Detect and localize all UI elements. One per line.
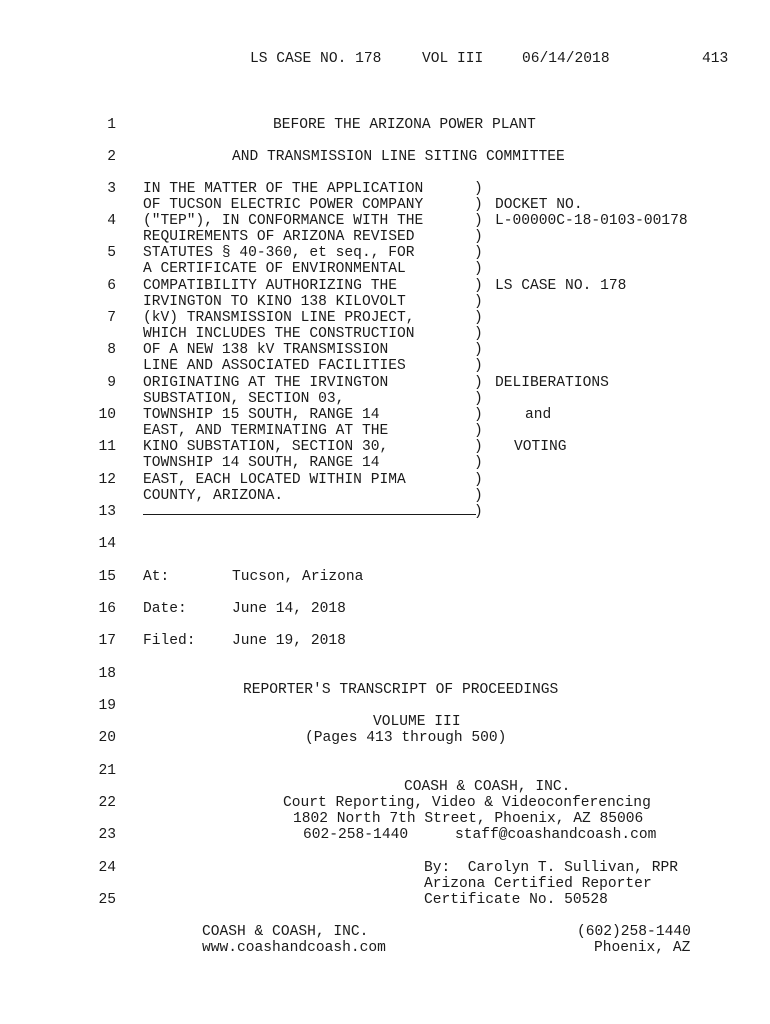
line-number: 16 xyxy=(98,601,116,617)
filed-value: June 19, 2018 xyxy=(232,633,346,649)
line-number: 13 xyxy=(98,504,116,520)
date-label: Date: xyxy=(143,601,187,617)
caption-line: TOWNSHIP 15 SOUTH, RANGE 14 xyxy=(143,407,380,423)
line-number: 22 xyxy=(98,795,116,811)
line-number: 11 xyxy=(98,439,116,455)
transcript-pages: (Pages 413 through 500) xyxy=(305,730,507,746)
proceeding-conjunction: and xyxy=(525,407,552,423)
firm-email: staff@coashandcoash.com xyxy=(455,827,657,843)
date-value: June 14, 2018 xyxy=(232,601,346,617)
caption-paren: ) xyxy=(474,245,483,261)
footer-phone: (602)258-1440 xyxy=(577,924,691,940)
line-number: 23 xyxy=(98,827,116,843)
line-number: 10 xyxy=(98,407,116,423)
caption-line: COUNTY, ARIZONA. xyxy=(143,488,284,504)
caption-paren: ) xyxy=(474,278,483,294)
caption-line: OF A NEW 138 kV TRANSMISSION xyxy=(143,342,389,358)
line-number: 8 xyxy=(107,342,116,358)
header-date: 06/14/2018 xyxy=(522,51,610,67)
header-volume: VOL III xyxy=(422,51,484,67)
caption-paren: ) xyxy=(474,407,483,423)
caption-line: EAST, EACH LOCATED WITHIN PIMA xyxy=(143,472,406,488)
line-number: 15 xyxy=(98,569,116,585)
caption-paren: ) xyxy=(474,391,483,407)
caption-line: A CERTIFICATE OF ENVIRONMENTAL xyxy=(143,261,406,277)
caption-paren: ) xyxy=(474,375,483,391)
at-label: At: xyxy=(143,569,170,585)
caption-line: IRVINGTON TO KINO 138 KILOVOLT xyxy=(143,294,406,310)
line-number: 25 xyxy=(98,892,116,908)
header-page-number: 413 xyxy=(702,51,729,67)
caption-line: ("TEP"), IN CONFORMANCE WITH THE xyxy=(143,213,424,229)
caption-paren: ) xyxy=(474,358,483,374)
caption-paren: ) xyxy=(474,213,483,229)
line-number: 18 xyxy=(98,666,116,682)
caption-paren: ) xyxy=(474,294,483,310)
caption-line: REQUIREMENTS OF ARIZONA REVISED xyxy=(143,229,415,245)
committee-title-line-2: AND TRANSMISSION LINE SITING COMMITTEE xyxy=(232,149,565,165)
caption-paren: ) xyxy=(474,455,483,471)
caption-paren: ) xyxy=(474,197,483,213)
firm-phone: 602-258-1440 xyxy=(303,827,409,843)
caption-paren: ) xyxy=(474,439,483,455)
line-number: 12 xyxy=(98,472,116,488)
line-number: 6 xyxy=(107,278,116,294)
line-number: 4 xyxy=(107,213,116,229)
caption-paren: ) xyxy=(474,488,483,504)
line-number: 3 xyxy=(107,181,116,197)
caption-line: SUBSTATION, SECTION 03, xyxy=(143,391,345,407)
footer-website: www.coashandcoash.com xyxy=(202,940,386,956)
footer-company: COASH & COASH, INC. xyxy=(202,924,369,940)
line-number: 2 xyxy=(107,149,116,165)
caption-paren: ) xyxy=(474,504,483,520)
line-number: 5 xyxy=(107,245,116,261)
line-number: 19 xyxy=(98,698,116,714)
caption-line: STATUTES § 40-360, et seq., FOR xyxy=(143,245,415,261)
line-number: 17 xyxy=(98,633,116,649)
line-number: 21 xyxy=(98,763,116,779)
committee-title-line-1: BEFORE THE ARIZONA POWER PLANT xyxy=(273,117,536,133)
caption-paren: ) xyxy=(474,229,483,245)
docket-label: DOCKET NO. xyxy=(495,197,583,213)
line-number: 7 xyxy=(107,310,116,326)
ls-case-number: LS CASE NO. 178 xyxy=(495,278,627,294)
caption-paren: ) xyxy=(474,261,483,277)
line-number: 1 xyxy=(107,117,116,133)
caption-line: OF TUCSON ELECTRIC POWER COMPANY xyxy=(143,197,424,213)
footer-city: Phoenix, AZ xyxy=(594,940,691,956)
line-number: 20 xyxy=(98,730,116,746)
caption-paren: ) xyxy=(474,472,483,488)
proceeding-voting: VOTING xyxy=(514,439,567,455)
line-number: 24 xyxy=(98,860,116,876)
line-number: 14 xyxy=(98,536,116,552)
caption-underline xyxy=(143,514,476,515)
caption-paren: ) xyxy=(474,423,483,439)
line-number: 9 xyxy=(107,375,116,391)
firm-address: 1802 North 7th Street, Phoenix, AZ 85006 xyxy=(293,811,644,827)
caption-line: LINE AND ASSOCIATED FACILITIES xyxy=(143,358,406,374)
reporter-name: By: Carolyn T. Sullivan, RPR xyxy=(424,860,678,876)
caption-line: (kV) TRANSMISSION LINE PROJECT, xyxy=(143,310,415,326)
reporter-title: Arizona Certified Reporter xyxy=(424,876,652,892)
at-value: Tucson, Arizona xyxy=(232,569,364,585)
firm-services: Court Reporting, Video & Videoconferencing xyxy=(283,795,651,811)
caption-paren: ) xyxy=(474,181,483,197)
firm-name: COASH & COASH, INC. xyxy=(404,779,571,795)
caption-paren: ) xyxy=(474,326,483,342)
reporter-certificate: Certificate No. 50528 xyxy=(424,892,608,908)
caption-line: EAST, AND TERMINATING AT THE xyxy=(143,423,389,439)
caption-line: TOWNSHIP 14 SOUTH, RANGE 14 xyxy=(143,455,380,471)
docket-number: L-00000C-18-0103-00178 xyxy=(495,213,688,229)
header-case: LS CASE NO. 178 xyxy=(250,51,382,67)
transcript-volume: VOLUME III xyxy=(373,714,461,730)
caption-line: COMPATIBILITY AUTHORIZING THE xyxy=(143,278,397,294)
caption-line: IN THE MATTER OF THE APPLICATION xyxy=(143,181,424,197)
caption-line: ORIGINATING AT THE IRVINGTON xyxy=(143,375,389,391)
filed-label: Filed: xyxy=(143,633,196,649)
transcript-title: REPORTER'S TRANSCRIPT OF PROCEEDINGS xyxy=(243,682,559,698)
proceeding-type: DELIBERATIONS xyxy=(495,375,609,391)
caption-line: WHICH INCLUDES THE CONSTRUCTION xyxy=(143,326,415,342)
caption-paren: ) xyxy=(474,342,483,358)
caption-line: KINO SUBSTATION, SECTION 30, xyxy=(143,439,389,455)
caption-paren: ) xyxy=(474,310,483,326)
